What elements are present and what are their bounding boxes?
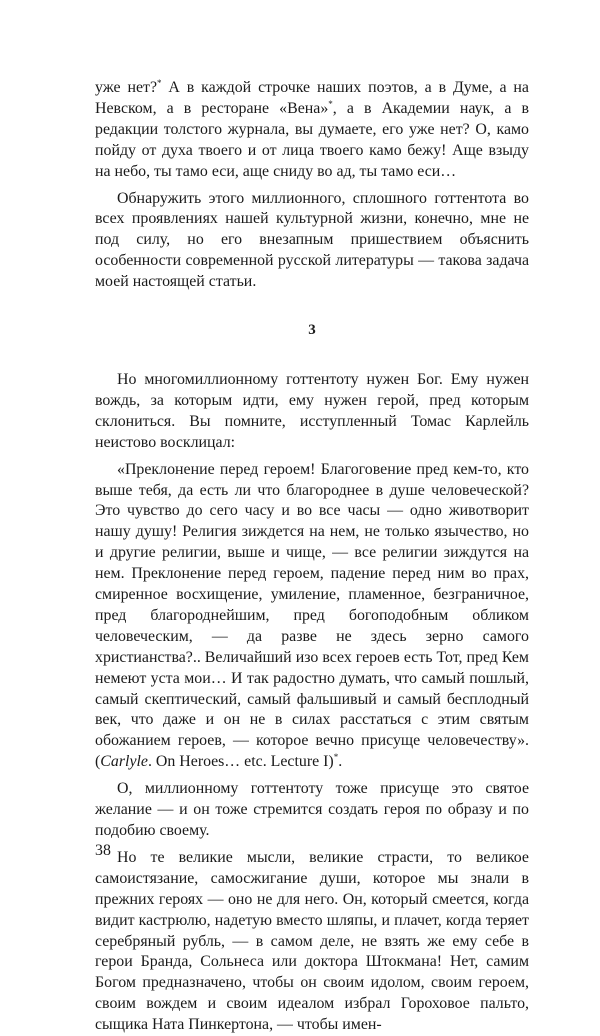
paragraph-2: Обнаружить этого миллионного, сплошного готтентота во всех проявлениях нашей культурной жизни, конечно, мне не под силу, но его внезапным пришествием объяснить особенности современной русской литературы — такова задача моей настоящей статьи.	[95, 189, 529, 291]
footnote-mark: *	[157, 78, 162, 88]
footnote-mark: *	[333, 752, 339, 763]
citation-rest: . On Heroes… etc. Lecture I)	[147, 753, 334, 771]
paragraph-6: Но те великие мысли, великие страсти, то великое самоистязание, самосжигание души, которое мы знали в прежних героях — оно не для него. Он, который смеется, когда видит кастрюлю, надетую вместо шляпы, и плачет, когда теряет серебряный рубль, — в самом деле, не взять же ему себе в герои Бранда, Сольнеса или доктора Штокмана! Нет, самим Богом предназначено, чтобы он своим идолом, своим героем, своим вождем и своим идеалом избрал Гороховое пальто, сыщика Ната Пинкертона, — чтобы имен-	[95, 848, 529, 1034]
footnote-mark: *	[328, 98, 333, 109]
section-heading: 3	[308, 322, 316, 339]
paragraph-4-quote	[95, 460, 529, 774]
paragraph-1-part-c: , а в Академии наук, а в редакции толстого журнала, вы думаете, его уже нет? О, камо пойду от духа твоего и от лица твоего камо бежу! Аще взыду на небо, ты тамо еси, аще сниду во ад, ты тамо еси…	[95, 99, 529, 180]
page-body	[95, 78, 529, 1036]
citation-end: .	[338, 753, 343, 771]
paragraph-3: Но многомиллионному готтентоту нужен Бог. Ему нужен вождь, за которым идти, ему нужен герой, пред которым склониться. Вы помните, исступленный Томас Карлейль неистово восклицал:	[95, 370, 529, 451]
paragraph-1-part-a: уже нет?	[95, 79, 157, 96]
paragraph-5: О, миллионному готтентоту тоже присуще это святое желание — и он тоже стремится создать героя по образу и по подобию своему.	[95, 780, 529, 839]
paragraph-1-part-b: А в каждой строчке наших поэтов, а в Думе, а на Невском, а в ресторане «Вена»	[95, 79, 529, 117]
page-number: 38	[95, 842, 111, 859]
citation-author: Carlyle	[100, 753, 148, 771]
quote-text: «Преклонение перед героем! Благоговение пред кем-то, кто выше тебя, да есть ли что благороднее в душе человеческой? Это чувство до сего часу и во все часы — одно животворит нашу душу! Религия зиждется на нем, не только язычество, но и другие религии, выше и чище, — все религии зиждутся на нем. Преклонение перед героем, падение перед ним во прах, смиренное восхищение, умиление, пламенное, безграничное, пред благороднейшим, пред богоподобным обликом человеческим, — да разве не здесь зерно самого христианства?.. Величайший изо всех героев есть Тот, пред Кем немеют уста мои… И так радостно думать, что самый пошлый, самый скептический, самый фальшивый и самый бесплодный век, что даже и он не в силах расстаться с этим святым обожанием героев, — которое вечно присуще человечеству».	[95, 460, 529, 750]
paragraph-1	[95, 78, 529, 183]
citation-open: (	[95, 753, 101, 771]
